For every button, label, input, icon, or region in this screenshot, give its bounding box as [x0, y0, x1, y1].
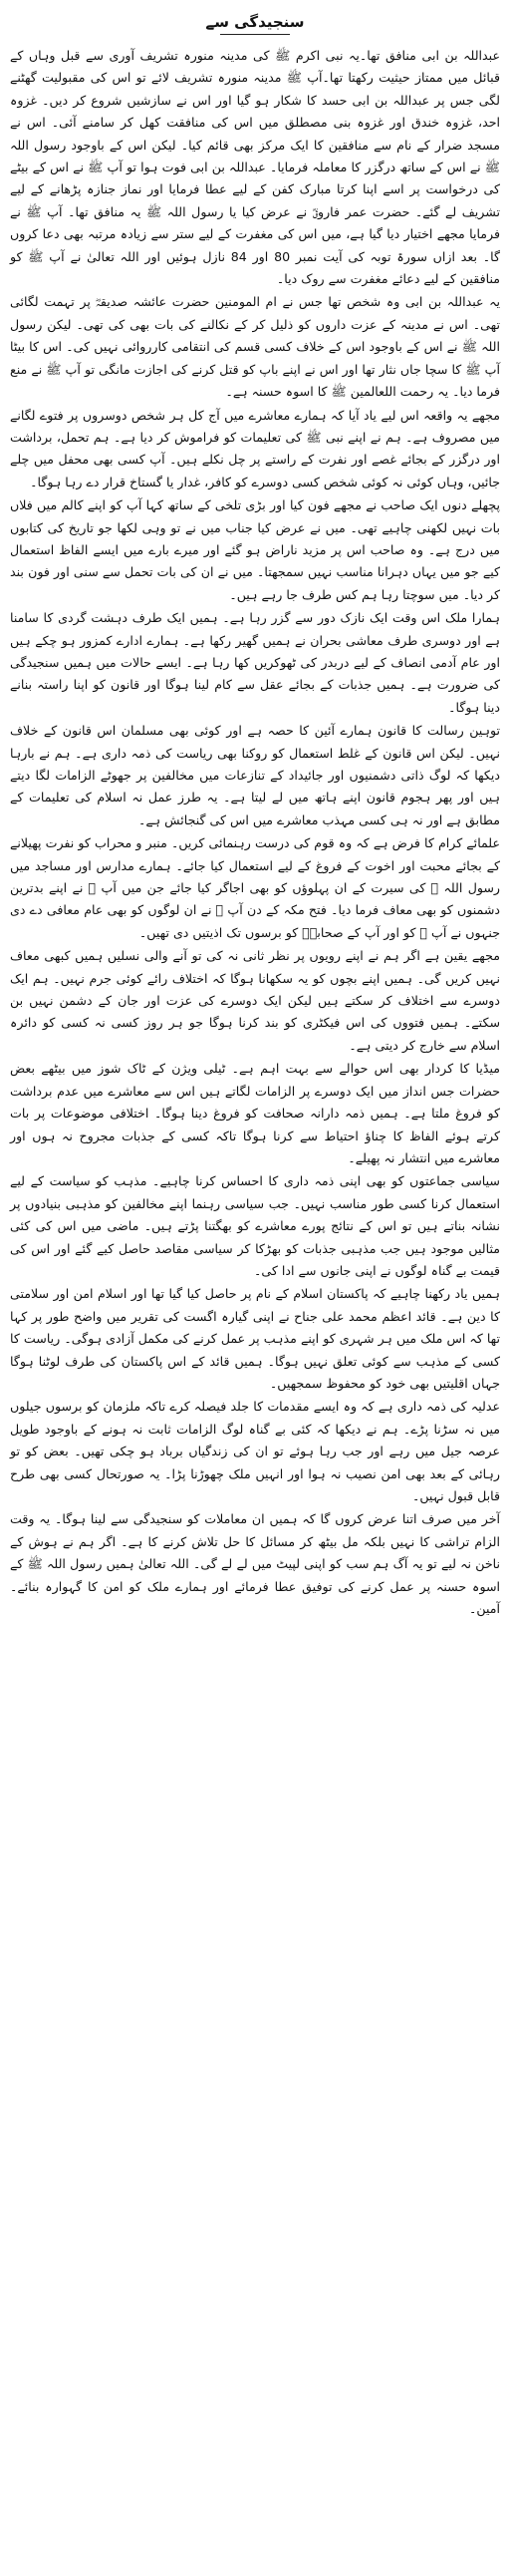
paragraph: مجھے یہ واقعہ اس لیے یاد آیا کہ ہمارے معاشرے میں آج کل ہر شخص دوسروں پر فتوے لگانے میں مصروف ہے۔ ہم نے اپنے نبی ﷺ کی تعلیمات کو فراموش کر دیا ہے۔ ہم تحمل، برداشت اور درگزر کے بجائے غصے اور نفرت کے راستے پر چل نکلے ہیں۔ آپ کسی بھی محفل میں چلے جائیں، وہاں کوئی نہ کوئی شخص کسی دوسرے کو کافر، غدار یا گستاخ قرار دے رہا ہوگا۔ [10, 407, 500, 489]
paragraph: پچھلے دنوں ایک صاحب نے مجھے فون کیا اور بڑی تلخی کے ساتھ کہا آپ کو اپنے کالم میں فلاں بات نہیں لکھنی چاہیے تھی۔ میں نے عرض کیا جناب میں نے تو وہی لکھا جو تاریخ کی کتابوں میں درج ہے۔ وہ صاحب اس پر مزید ناراض ہو گئے اور میرے بارے میں ایسے الفاظ استعمال کیے جو میں یہاں دہرانا مناسب نہیں سمجھتا۔ میں نے ان کی بات تحمل سے سنی اور فون بند کر دیا۔ میں سوچتا رہا ہم کس طرف جا رہے ہیں۔ [10, 497, 500, 602]
paragraph: توہین رسالت کا قانون ہمارے آئین کا حصہ ہے اور کوئی بھی مسلمان اس قانون کے خلاف نہیں۔ لیکن اس قانون کے غلط استعمال کو روکنا بھی ریاست کی ذمہ داری ہے۔ ہم نے بارہا دیکھا کہ لوگ ذاتی دشمنیوں اور جائیداد کے تنازعات میں مخالفین پر جھوٹے الزامات لگا دیتے ہیں اور پھر ہجوم قانون اپنے ہاتھ میں لے لیتا ہے۔ یہ طرز عمل نہ اسلام کی تعلیمات کے مطابق ہے اور نہ ہی کسی مہذب معاشرے میں اس کی گنجائش ہے۔ [10, 723, 500, 827]
paragraph: سیاسی جماعتوں کو بھی اپنی ذمہ داری کا احساس کرنا چاہیے۔ مذہب کو سیاست کے لیے استعمال کرنا کسی طور مناسب نہیں۔ جب سیاسی رہنما اپنے مخالفین کو مذہبی بنیادوں پر نشانہ بناتے ہیں تو اس کے نتائج پورے معاشرے کو بھگتنا پڑتے ہیں۔ ماضی میں اس کی کئی مثالیں موجود ہیں جب مذہبی جذبات کو بھڑکا کر سیاسی مقاصد حاصل کیے گئے اور اس کی قیمت بے گناہ لوگوں نے اپنی جانوں سے ادا کی۔ [10, 1173, 500, 1278]
paragraph: علمائے کرام کا فرض ہے کہ وہ قوم کی درست رہنمائی کریں۔ منبر و محراب کو نفرت پھیلانے کے بجائے محبت اور اخوت کے فروغ کے لیے استعمال کیا جائے۔ ہمارے مدارس اور مساجد میں رسول اللہ ﷺ کی سیرت کے ان پہلوؤں کو بھی اجاگر کیا جائے جن میں آپ ﷺ نے اپنے بدترین دشمنوں کو بھی معاف فرما دیا۔ فتح مکہ کے دن آپ ﷺ نے ان لوگوں کو بھی عام معافی دے دی جنہوں نے آپ ﷺ کو اور آپ کے صحابہؓ کو برسوں تک اذیتیں دی تھیں۔ [10, 835, 500, 940]
article-title: سنجیدگی سے [205, 13, 305, 31]
paragraph: عدلیہ کی ذمہ داری ہے کہ وہ ایسے مقدمات کا جلد فیصلہ کرے تاکہ ملزمان کو برسوں جیلوں میں نہ سڑنا پڑے۔ ہم نے دیکھا کہ کئی بے گناہ لوگ الزامات ثابت نہ ہونے کے باوجود طویل عرصہ جیل میں رہے اور جب رہا ہوئے تو ان کی زندگیاں برباد ہو چکی تھیں۔ بعض کو تو رہائی کے بعد بھی امن نصیب نہ ہوا اور انہیں ملک چھوڑنا پڑا۔ یہ صورتحال کسی بھی طرح قابل قبول نہیں۔ [10, 1399, 500, 1503]
paragraph: عبداللہ بن ابی منافق تھا۔یہ نبی اکرم ﷺ کی مدینہ منورہ تشریف آوری سے قبل وہاں کے قبائل میں ممتاز حیثیت رکھتا تھا۔آپ ﷺ مدینہ منورہ تشریف لائے تو اس کی مقبولیت گھٹنے لگی جس پر عبداللہ بن ابی حسد کا شکار ہو گیا اور اس نے سازشیں شروع کر دیں۔ غزوہ احد، غزوہ خندق اور غزوہ بنی مصطلق میں اس کی منافقت کھل کر سامنے آئی۔ اس نے مسجد ضرار کے نام سے منافقین کا ایک مرکز بھی قائم کیا۔ لیکن اس کے باوجود رسول اللہ ﷺ نے اس کے ساتھ درگزر کا معاملہ فرمایا۔ عبداللہ بن ابی فوت ہوا تو آپ ﷺ نے اس کے بیٹے کی درخواست پر اسے اپنا کرتا مبارک کفن کے لیے عطا فرمایا اور نماز جنازہ پڑھانے کے لیے تشریف لے گئے۔ حضرت عمر فاروقؓ نے عرض کیا یا رسول اللہ ﷺ یہ منافق تھا۔ آپ ﷺ نے فرمایا مجھے اختیار دیا گیا ہے، میں اس کی مغفرت کے لیے ستر سے زیادہ مرتبہ بھی دعا کروں گا۔ بعد ازاں سورۃ توبہ کی آیت نمبر 80 اور 84 نازل ہوئیں اور اللہ تعالیٰ نے آپ ﷺ کو منافقین کے لیے دعائے مغفرت سے روک دیا۔ [10, 48, 500, 287]
paragraph: میڈیا کا کردار بھی اس حوالے سے بہت اہم ہے۔ ٹیلی ویژن کے ٹاک شوز میں بیٹھے بعض حضرات جس انداز میں ایک دوسرے پر الزامات لگاتے ہیں اس سے معاشرے میں عدم برداشت کو فروغ ملتا ہے۔ ہمیں ذمہ دارانہ صحافت کو فروغ دینا ہوگا۔ اختلافی موضوعات پر بات کرتے ہوئے الفاظ کا چناؤ احتیاط سے کرنا ہوگا تاکہ کسی کے جذبات مجروح نہ ہوں اور معاشرے میں انتشار نہ پھیلے۔ [10, 1061, 500, 1165]
paragraph: ہمیں یاد رکھنا چاہیے کہ پاکستان اسلام کے نام پر حاصل کیا گیا تھا اور اسلام امن اور سلامتی کا دین ہے۔ قائد اعظم محمد علی جناح نے اپنی گیارہ اگست کی تقریر میں واضح طور پر کہا تھا کہ اس ملک میں ہر شہری کو اپنے مذہب پر عمل کرنے کی مکمل آزادی ہوگی۔ ریاست کا کسی کے مذہب سے کوئی تعلق نہیں ہوگا۔ ہمیں قائد کے اس پاکستان کی طرف لوٹنا ہوگا جہاں اقلیتیں بھی خود کو محفوظ سمجھیں۔ [10, 1286, 500, 1391]
title-underline [220, 34, 290, 35]
article-body [10, 45, 500, 1620]
paragraph: مجھے یقین ہے اگر ہم نے اپنے رویوں پر نظر ثانی نہ کی تو آنے والی نسلیں ہمیں کبھی معاف نہیں کریں گی۔ ہمیں اپنے بچوں کو یہ سکھانا ہوگا کہ اختلاف رائے کوئی جرم نہیں۔ ہم ایک دوسرے سے اختلاف کر سکتے ہیں لیکن ایک دوسرے کی عزت اور جان کے دشمن نہیں بن سکتے۔ ہمیں فتووں کی اس فیکٹری کو بند کرنا ہوگا جو ہر روز کسی نہ کسی کو دائرہ اسلام سے خارج کر دیتی ہے۔ [10, 948, 500, 1053]
paragraph: آخر میں صرف اتنا عرض کروں گا کہ ہمیں ان معاملات کو سنجیدگی سے لینا ہوگا۔ یہ وقت الزام تراشی کا نہیں بلکہ مل بیٹھ کر مسائل کا حل تلاش کرنے کا ہے۔ اگر ہم نے ہوش کے ناخن نہ لیے تو یہ آگ ہم سب کو اپنی لپیٹ میں لے لے گی۔ اللہ تعالیٰ ہمیں رسول اللہ ﷺ کے اسوہ حسنہ پر عمل کرنے کی توفیق عطا فرمائے اور ہمارے ملک کو امن کا گہوارہ بنائے۔ آمین۔ [10, 1511, 500, 1617]
paragraph: یہ عبداللہ بن ابی وہ شخص تھا جس نے ام المومنین حضرت عائشہ صدیقہؓ پر تہمت لگائی تھی۔ اس نے مدینہ کے عزت داروں کو ذلیل کر کے نکالنے کی بات بھی کی تھی۔ لیکن رسول اللہ ﷺ نے اس کے باوجود اس کے خلاف کسی قسم کی انتقامی کارروائی نہیں کی۔ اس کا بیٹا آپ ﷺ کا سچا جاں نثار تھا اور اس نے اپنے باپ کو قتل کرنے کی اجازت مانگی تو آپ ﷺ نے منع فرما دیا۔ یہ رحمت اللعالمین ﷺ کا اسوہ حسنہ ہے۔ [10, 294, 500, 400]
paragraph: ہمارا ملک اس وقت ایک نازک دور سے گزر رہا ہے۔ ہمیں ایک طرف دہشت گردی کا سامنا ہے اور دوسری طرف معاشی بحران نے ہمیں گھیر رکھا ہے۔ ہمارے ادارے کمزور ہو چکے ہیں اور عام آدمی انصاف کے لیے دربدر کی ٹھوکریں کھا رہا ہے۔ ایسے حالات میں ہمیں سنجیدگی کی ضرورت ہے۔ ہمیں جذبات کے بجائے عقل سے کام لینا ہوگا اور قانون کو اپنا راستہ بنانے دینا ہوگا۔ [10, 610, 500, 715]
